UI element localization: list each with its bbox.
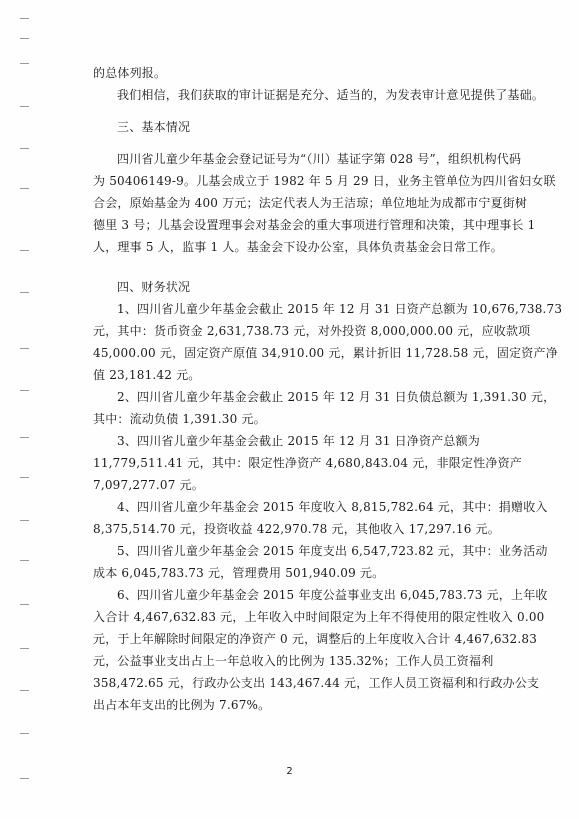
paragraph-line: 11,779,511.41 元，其中：限定性净资产 4,680,843.04 元，非限定性净资产 (93, 456, 522, 470)
paragraph-line: 358,472.65 元，行政办公支出 143,467.44 元，工作人员工资福利和行政办公支 (93, 676, 540, 690)
paragraph-line: 为 50406149-9。儿基会成立于 1982 年 5 月 29 日，业务主管单位为四川省妇女联 (93, 174, 556, 188)
paragraph-line: 其中：流动负债 1,391.30 元。 (93, 412, 266, 426)
paragraph-line: 8,375,514.70 元，投资收益 422,970.78 元，其他收入 17,297.16 元。 (93, 522, 501, 536)
paragraph-line: 合会，原始基金为 400 万元；法定代表人为王洁琼；单位地址为成都市宁夏街树 (93, 196, 528, 210)
page-number: 2 (286, 766, 293, 777)
paragraph-line: 我们相信，我们获取的审计证据是充分、适当的，为发表审计意见提供了基础。 (117, 88, 545, 102)
document-body (93, 62, 563, 716)
paragraph-line: 45,000.00 元，固定资产原值 34,910.00 元，累计折旧 11,728.58 元，固定资产净 (93, 346, 558, 360)
paragraph-line: 出占本年支出的比例为 7.67%。 (93, 698, 271, 712)
paragraph-line: 四川省儿童少年基金会登记证号为“（川）基证字第 028 号”，组织机构代码 (117, 152, 522, 166)
paragraph-line: 元，公益事业支出占上一年总收入的比例为 135.32%；工作人员工资福利 (93, 654, 494, 668)
scan-margin-marks (20, 0, 32, 819)
paragraph-line: 7,097,277.07 元。 (93, 478, 204, 492)
paragraph-line: 5、四川省儿童少年基金会 2015 年度支出 6,547,723.82 元，其中：业务活动 (117, 544, 548, 558)
paragraph-line: 元，其中：货币资金 2,631,738.73 元，对外投资 8,000,000.00 元，应收款项 (93, 324, 531, 338)
paragraph-line: 6、四川省儿童少年基金会 2015 年度公益事业支出 6,045,783.73 元，上年收 (117, 588, 548, 602)
paragraph-line: 4、四川省儿童少年基金会 2015 年度收入 8,815,782.64 元，其中：捐赠收入 (117, 500, 548, 514)
paragraph-line: 3、四川省儿童少年基金会截止 2015 年 12 月 31 日净资产总额为 (117, 434, 481, 448)
paragraph-line: 2、四川省儿童少年基金会截止 2015 年 12 月 31 日负债总额为 1,391.30 元， (117, 390, 556, 404)
paragraph-line: 1、四川省儿童少年基金会截止 2015 年 12 月 31 日资产总额为 10,676,738.73 (117, 302, 563, 316)
section-heading: 四、财务状况 (117, 280, 191, 294)
paragraph-line: 人，理事 5 人，监事 1 人。基金会下设办公室，具体负责基金会日常工作。 (93, 240, 503, 254)
paragraph-line: 的总体列报。 (93, 66, 167, 80)
paragraph-line: 元，于上年解除时间限定的净资产 0 元，调整后的上年度收入合计 4,467,632.83 (93, 632, 538, 646)
paragraph-line: 德里 3 号；儿基会设置理事会对基金会的重大事项进行管理和决策，其中理事长 1 (93, 218, 536, 232)
paragraph-line: 值 23,181.42 元。 (93, 368, 201, 382)
section-heading: 三、基本情况 (117, 120, 191, 134)
paragraph-line: 成本 6,045,783.73 元，管理费用 501,940.09 元。 (93, 566, 385, 580)
paragraph-line: 入合计 4,467,632.83 元，上年收入中时间限定为上年不得使用的限定性收入 0.00 (93, 610, 545, 624)
